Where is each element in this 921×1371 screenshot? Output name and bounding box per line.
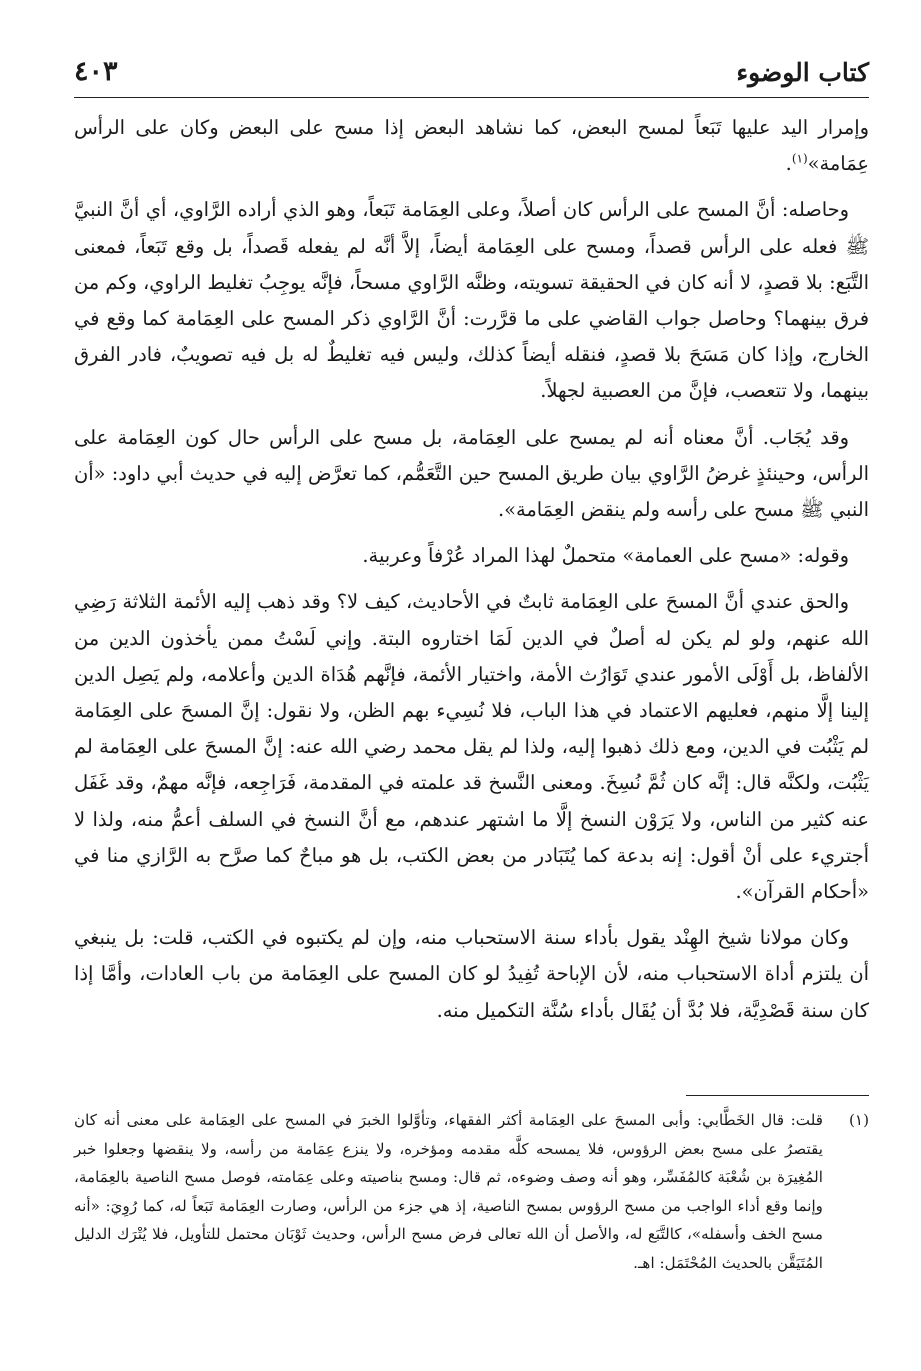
paragraph: وحاصله: أنَّ المسح على الرأس كان أصلاً، وعلى العِمَامة تَبَعاً، وهو الذي أراده الرَّاوي، أي أنَّ النبيَّ ﷺ فعله على الرأس قصداً، ومسح على العِمَامة أيضاً، إلاَّ أنَّه لم يفعله قَصداً، بل وقع تَبَعاً، فمعنى التَّبَع: بلا قصدٍ، لا أنه كان في الحقيقة تسويته، وظنَّه الرَّاوي مسحاً، فإنَّه يوجِبُ تغليط الراوي، وكم من فرق بينهما؟ وحاصل جواب القاضي على ما قرَّرت: أنَّ الرَّاوي ذكر المسح على العِمَامة كما وقع في الخارج، وإذا كان مَسَحَ بلا قصدٍ، فنقله أيضاً كذلك، وليس فيه تغليطٌ له بل فيه تصويبٌ، فادر الفرق بينهما، ولا تتعصب، فإنَّ من العصبية لجهلاً. <box>74 198 869 403</box>
paragraph-text: وإمرار اليد عليها تَبَعاً لمسح البعض، كما نشاهد البعض إذا مسح على البعض وكان على الرأس عِمَامة» <box>74 116 869 176</box>
paragraph: والحق عندي أنَّ المسحَ على العِمَامة ثابتٌ في الأحاديث، كيف لا؟ وقد ذهب إليه الأئمة الثلاثة رَضِي الله عنهم، ولو لم يكن له أصلٌ في الدين لَمَا اختاروه البتة. وإني لَسْتُ ممن يأخذون الدين من الألفاظ، بل أَوْلَى الأمور عندي تَوَارُث الأمة، واختيار الأئمة، فإنَّهم هُدَاة الدين وأعلامه، ولم يَصِل الدين إلينا إلَّا منهم، فعليهم الاعتماد في هذا الباب، فلا نُسِيء بهم الظن، ولا نقول: إنَّ المسحَ على العِمَامة لم يَثْبُت في الدين، ومع ذلك ذهبوا إليه، ولذا لم يقل محمد رضي الله عنه: إنَّ المسحَ على العِمَامة لم يَثْبُت، ولكنَّه قال: إنَّه كان ثُمَّ نُسِخَ. ومعنى النَّسخ قد علمته في المقدمة، فَرَاجِعه، فإنَّه مهمٌ، وقد غَفَل عنه كثير من الناس، ولا يَرَوْن النسخ إلَّا ما اشتهر عندهم، مع أنَّ النسخ في السلف أعمُّ منه، ولذا لا أجتريء على أنْ أقول: إنه بدعة كما يُتَبَادر من بعض الكتب، بل هو مباحٌ كما صرَّح به الرَّازي منا في «أحكام القرآن». <box>74 590 869 904</box>
book-title: كتاب الوضوء <box>736 58 869 87</box>
paragraph: وقوله: «مسح على العمامة» متحملٌ لهذا المراد عُرْفاً وعربية. <box>362 544 849 568</box>
paragraph: وكان مولانا شيخ الهِنْد يقول بأداء سنة الاستحباب منه، وإن لم يكتبوه في الكتب، قلت: بل ينبغي أن يلتزم أداة الاستحباب منه، لأن الإباحة تُفِيدُ لو كان المسح على العِمَامة من باب العادات، وأمَّا إذا كان سنة قَصْدِيَّة، فلا بُدَّ أن يُقَال بأداء سُنَّة التكميل منه. <box>74 926 869 1022</box>
paragraph: وإمرار اليد عليها تَبَعاً لمسح البعض، كما نشاهد البعض إذا مسح على البعض وكان على الرأس عِمَامة»$^{(١)}$. <box>74 116 869 176</box>
footnote-separator <box>686 1095 869 1096</box>
footnote-number: (١) <box>848 1111 869 1129</box>
footnote-marker: (١) <box>791 151 808 166</box>
footnote <box>74 1106 869 1278</box>
footnotes <box>74 1106 869 1278</box>
page-number: ٤٠٣ <box>74 56 118 87</box>
main-text <box>74 110 869 1029</box>
page-header <box>74 58 869 92</box>
header-rule <box>74 97 869 98</box>
footnote-text: قلت: قال الخَطَّابي: وأبى المسحَ على العِمَامة أكثر الفقهاء، وتأوَّلوا الخبرَ في المسح على العِمَامة على معنى أنه كان يقتصرُ على مسح بعض الرؤوس، فلا يمسحه كلَّه مقدمه ومؤخره، ولا ينزع عِمَامة من رأسه، ولا ينقضها وجعلوا خبر المُغِيرَة بن شُعْبَة كالمُفَسِّر، وهو أنه وصف وضوءه، ثم قال: ومسح بناصيته وعلى عِمَامته، فوصل مسح الناصية بالعِمَامة، وإنما وقع أداء الواجب من مسح الرؤوس بمسح الناصية، إذ هي جزء من الرأس، وصارت العِمَامة تَبَعاً له، كما رُوِيَ: «أنه مسح الخف وأسفله»، كالتَّبَع له، والأصل أن الله تعالى فرض مسح الرأس، وحديث ثَوْبَان محتمل للتأويل، فلا يُتْرَك الدليل المُتَيَقَّن بالحديث المُحْتَمَل: اهـ. <box>74 1111 823 1272</box>
paragraph: وقد يُجَاب. أنَّ معناه أنه لم يمسح على العِمَامة، بل مسح على الرأس حال كون العِمَامة على الرأس، وحينئذٍ غرضُ الرَّاوي بيان طريق المسح حين التَّعَمُّم، كما تعرَّض إليه في حديث أبي داود: «أن النبي ﷺ مسح على رأسه ولم ينقض العِمَامة». <box>74 425 869 522</box>
